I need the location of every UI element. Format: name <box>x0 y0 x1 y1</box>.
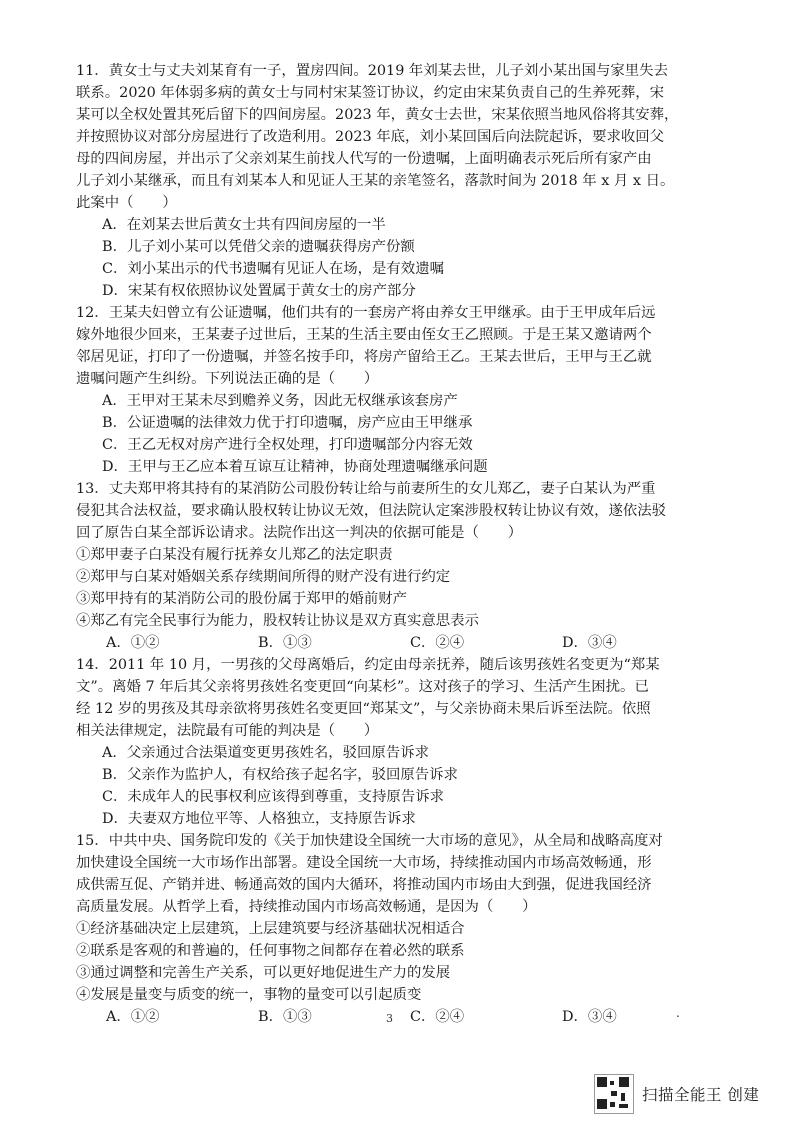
question-text-line: 经 12 岁的男孩及其母亲欲将男孩姓名变更回“郑某文”，与父亲协商未果后诉至法院。依照 <box>76 701 651 717</box>
answer-option: C．王乙无权对房产进行全权处理，打印遗嘱部分内容无效 <box>102 437 473 453</box>
answer-option: B．公证遗嘱的法律效力优于打印遗嘱，房产应由王甲继承 <box>102 415 473 431</box>
question-14 <box>76 654 726 830</box>
question-text-line: 高质量发展。从哲学上看，持续推动国内市场高效畅通，是因为（ ） <box>76 899 537 915</box>
question-text-line: 联系。2020 年体弱多病的黄女士与同村宋某签订协议，约定由宋某负责自己的生养死葬，宋 <box>76 85 665 101</box>
choice-d: D．③④ <box>562 635 617 651</box>
question-11 <box>76 60 726 302</box>
choice-b: B．①③ <box>258 635 312 651</box>
numbered-statement: ①经济基础决定上层建筑，上层建筑要与经济基础状况相适合 <box>76 921 465 937</box>
answer-option: B．父亲作为监护人，有权给孩子起名字，驳回原告诉求 <box>102 767 458 783</box>
question-text-line: 成供需互促、产销并进、畅通高效的国内大循环，将推动国内市场由大到强，促进我国经济 <box>76 877 652 893</box>
question-12 <box>76 302 726 478</box>
question-text-line: 13．丈夫郑甲将其持有的某消防公司股份转让给与前妻所生的女儿郑乙，妻子白某认为严重 <box>76 481 656 497</box>
answer-option: A．在刘某去世后黄女士共有四间房屋的一半 <box>102 217 386 233</box>
choice-row <box>76 632 726 654</box>
scan-dot: . <box>676 1006 680 1020</box>
question-text-line: 遗嘱问题产生纠纷。下列说法正确的是（ ） <box>76 371 379 387</box>
answer-option: D．宋某有权依照协议处置属于黄女士的房产部分 <box>102 283 416 299</box>
choice-c: C．②④ <box>410 635 465 651</box>
choice-c: C．②④ <box>410 1009 465 1025</box>
numbered-statement: ④发展是量变与质变的统一，事物的量变可以引起质变 <box>76 987 422 1003</box>
question-text-line: 母的四间房屋，并出示了父亲刘某生前找人代写的一份遗嘱，上面明确表示死后所有家产由 <box>76 151 652 167</box>
choice-d: D．③④ <box>562 1009 617 1025</box>
question-text-line: 11．黄女士与丈夫刘某育有一子，置房四间。2019 年刘某去世，儿子刘小某出国与家里失去 <box>76 63 668 79</box>
question-text-line: 文”。离婚 7 年后其父亲将男孩姓名变更回“向某杉”。这对孩子的学习、生活产生困扰。已 <box>76 679 649 695</box>
choice-a: A．①② <box>106 635 160 651</box>
answer-option: B．儿子刘小某可以凭借父亲的遗嘱获得房产份额 <box>102 239 415 255</box>
page-number: 3 <box>386 1012 393 1025</box>
question-text-line: 加快建设全国统一大市场作出部署。建设全国统一大市场，持续推动国内市场高效畅通，形 <box>76 855 652 871</box>
numbered-statement: ③郑甲持有的某消防公司的股份属于郑甲的婚前财产 <box>76 591 407 607</box>
numbered-statement: ②联系是客观的和普遍的，任何事物之间都存在着必然的联系 <box>76 943 465 959</box>
question-text-line: 儿子刘小某继承，而且有刘某本人和见证人王某的亲笔签名，落款时间为 2018 年 x 月 x 日。 <box>76 173 675 189</box>
answer-option: A．父亲通过合法渠道变更男孩姓名，驳回原告诉求 <box>102 745 429 761</box>
answer-option: C．刘小某出示的代书遗嘱有见证人在场，是有效遗嘱 <box>102 261 444 277</box>
question-text-line: 12．王某夫妇曾立有公证遗嘱，他们共有的一套房产将由养女王甲继承。由于王甲成年后远 <box>76 305 656 321</box>
question-text-line: 侵犯其合法权益，要求确认股权转让协议无效，但法院认定案涉股权转让协议有效，遂依法驳 <box>76 503 667 519</box>
answer-option: D．夫妻双方地位平等、人格独立，支持原告诉求 <box>102 811 416 827</box>
question-text-line: 并按照协议对部分房屋进行了改造利用。2023 年底，刘小某回国后向法院起诉，要求收回父 <box>76 129 665 145</box>
choice-row <box>76 1006 726 1028</box>
choice-a: A．①② <box>106 1009 160 1025</box>
numbered-statement: ④郑乙有完全民事行为能力，股权转让协议是双方真实意思表示 <box>76 613 479 629</box>
scanner-watermark <box>594 1072 759 1116</box>
choice-b: B．①③ <box>258 1009 312 1025</box>
answer-option: D．王甲与王乙应本着互谅互让精神，协商处理遗嘱继承问题 <box>102 459 488 475</box>
question-text-line: 14．2011 年 10 月，一男孩的父母离婚后，约定由母亲抚养，随后该男孩姓名变更为“郑某 <box>76 657 660 673</box>
question-text-line: 相关法律规定，法院最有可能的判决是（ ） <box>76 723 379 739</box>
question-text-line: 此案中（ ） <box>76 195 177 211</box>
numbered-statement: ②郑甲与白某对婚姻关系存续期间所得的财产没有进行约定 <box>76 569 451 585</box>
exam-page <box>76 60 726 1028</box>
question-13 <box>76 478 726 654</box>
answer-option: C．未成年人的民事权利应该得到尊重，支持原告诉求 <box>102 789 444 805</box>
qr-code-icon <box>594 1074 634 1114</box>
numbered-statement: ①郑甲妻子白某没有履行抚养女儿郑乙的法定职责 <box>76 547 393 563</box>
numbered-statement: ③通过调整和完善生产关系，可以更好地促进生产力的发展 <box>76 965 451 981</box>
question-text-line: 邻居见证，打印了一份遗嘱，并签名按手印，将房产留给王乙。王某去世后，王甲与王乙就 <box>76 349 652 365</box>
watermark-text: 扫描全能王 创建 <box>642 1086 760 1104</box>
question-text-line: 回了原告白某全部诉讼请求。法院作出这一判决的依据可能是（ ） <box>76 525 523 541</box>
answer-option: A．王甲对王某未尽到赡养义务，因此无权继承该套房产 <box>102 393 458 409</box>
question-text-line: 嫁外地很少回来，王某妻子过世后，王某的生活主要由侄女王乙照顾。于是王某又邀请两个 <box>76 327 652 343</box>
question-text-line: 15．中共中央、国务院印发的《关于加快建设全国统一大市场的意见》，从全局和战略高度对 <box>76 833 663 849</box>
question-15 <box>76 830 726 1028</box>
question-text-line: 某可以全权处置其死后留下的四间房屋。2023 年，黄女士去世，宋某依照当地风俗将其安葬， <box>76 107 679 123</box>
